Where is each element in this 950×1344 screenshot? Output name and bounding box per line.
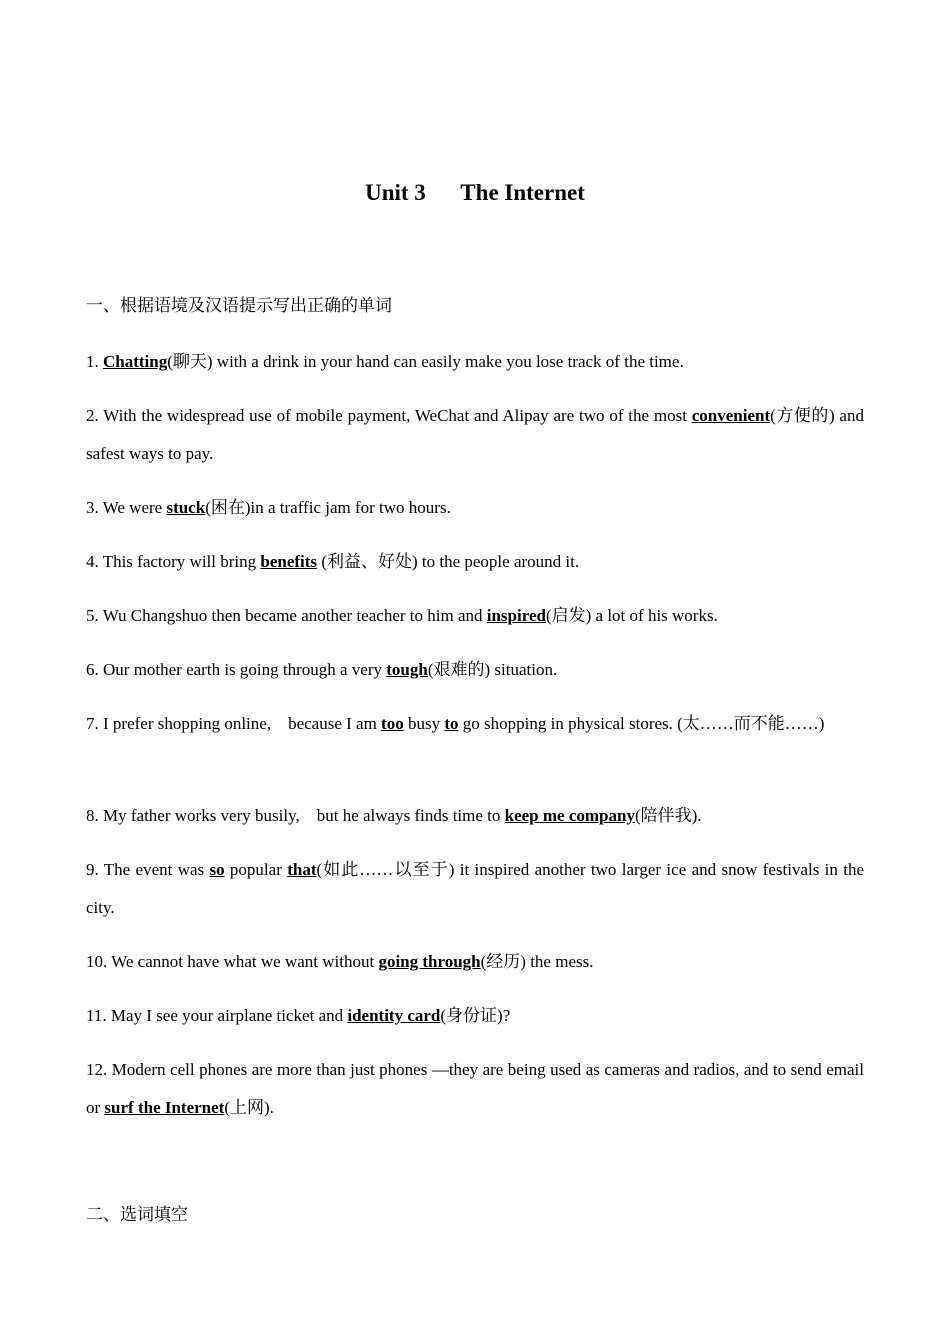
item-text: (经历) the mess.	[480, 952, 594, 971]
exercise-item-11	[86, 997, 864, 1035]
answer: benefits	[260, 552, 318, 571]
section-heading-2: 二、选词填空	[86, 1205, 188, 1224]
item-text: 11. May I see your airplane ticket and	[86, 1006, 348, 1025]
exercise-item-3	[86, 489, 864, 527]
item-text: 4. This factory will bring	[86, 552, 261, 571]
item-text: 5. Wu Changshuo then became another teacher to him and	[86, 606, 487, 625]
item-text: (聊天) with a drink in your hand can easily make you lose track of the time.	[167, 352, 684, 371]
answer: Chatting	[103, 352, 168, 371]
exercise-item-8	[86, 797, 864, 835]
item-text: (身份证)?	[440, 1006, 511, 1025]
answer: identity card	[347, 1006, 441, 1025]
item-text: (困在)in a traffic jam for two hours.	[205, 498, 451, 517]
answer: too	[381, 714, 404, 733]
item-text: (陪伴我).	[634, 806, 702, 825]
item-text: (如此……以至于) it inspired another two larger ice and snow festivals in the city.	[86, 860, 864, 917]
item-text: 2. With the widespread use of mobile payment, WeChat and Alipay are two of the most	[86, 406, 692, 425]
item-text: (启发) a lot of his works.	[545, 606, 718, 625]
answer: that	[287, 860, 317, 879]
item-text: 10. We cannot have what we want without	[86, 952, 379, 971]
item-text: (方便的) and safest ways to pay.	[86, 406, 864, 463]
answer: keep me company	[504, 806, 635, 825]
item-text: go shopping in physical stores. (太……而不能……)	[458, 714, 825, 733]
section-heading-1: 一、根据语境及汉语提示写出正确的单词	[86, 296, 392, 315]
exercise-item-2	[86, 397, 864, 473]
item-text: 9. The event was	[86, 860, 210, 879]
answer: going through	[378, 952, 481, 971]
item-text: (艰难的) situation.	[427, 660, 558, 679]
item-text: (利益、好处) to the people around it.	[317, 552, 580, 571]
answer: to	[444, 714, 459, 733]
exercise-item-9	[86, 851, 864, 927]
answer: tough	[386, 660, 428, 679]
item-text: 7. I prefer shopping online, because I am	[86, 714, 382, 733]
exercise-item-12	[86, 1051, 864, 1127]
exercise-item-7	[86, 705, 864, 743]
item-text: 3. We were	[86, 498, 167, 517]
exercise-item-4	[86, 543, 864, 581]
answer: stuck	[166, 498, 206, 517]
item-text: 8. My father works very busily, but he always finds time to	[86, 806, 505, 825]
item-text: 1.	[86, 352, 103, 371]
answer: surf the Internet	[104, 1098, 225, 1117]
exercise-item-10	[86, 943, 864, 981]
item-text: busy	[403, 714, 445, 733]
answer: so	[209, 860, 225, 879]
exercise-item-6	[86, 651, 864, 689]
answer: inspired	[486, 606, 546, 625]
page-title: Unit 3 The Internet	[365, 180, 585, 205]
item-text: popular	[224, 860, 288, 879]
item-text: (上网).	[224, 1098, 274, 1117]
item-text: 12. Modern cell phones are more than just phones —they are being used as cameras and radios, and to send email or	[86, 1060, 864, 1117]
exercise-item-5	[86, 597, 864, 635]
exercise-item-1	[86, 343, 864, 381]
answer: convenient	[691, 406, 771, 425]
item-text: 6. Our mother earth is going through a very	[86, 660, 387, 679]
